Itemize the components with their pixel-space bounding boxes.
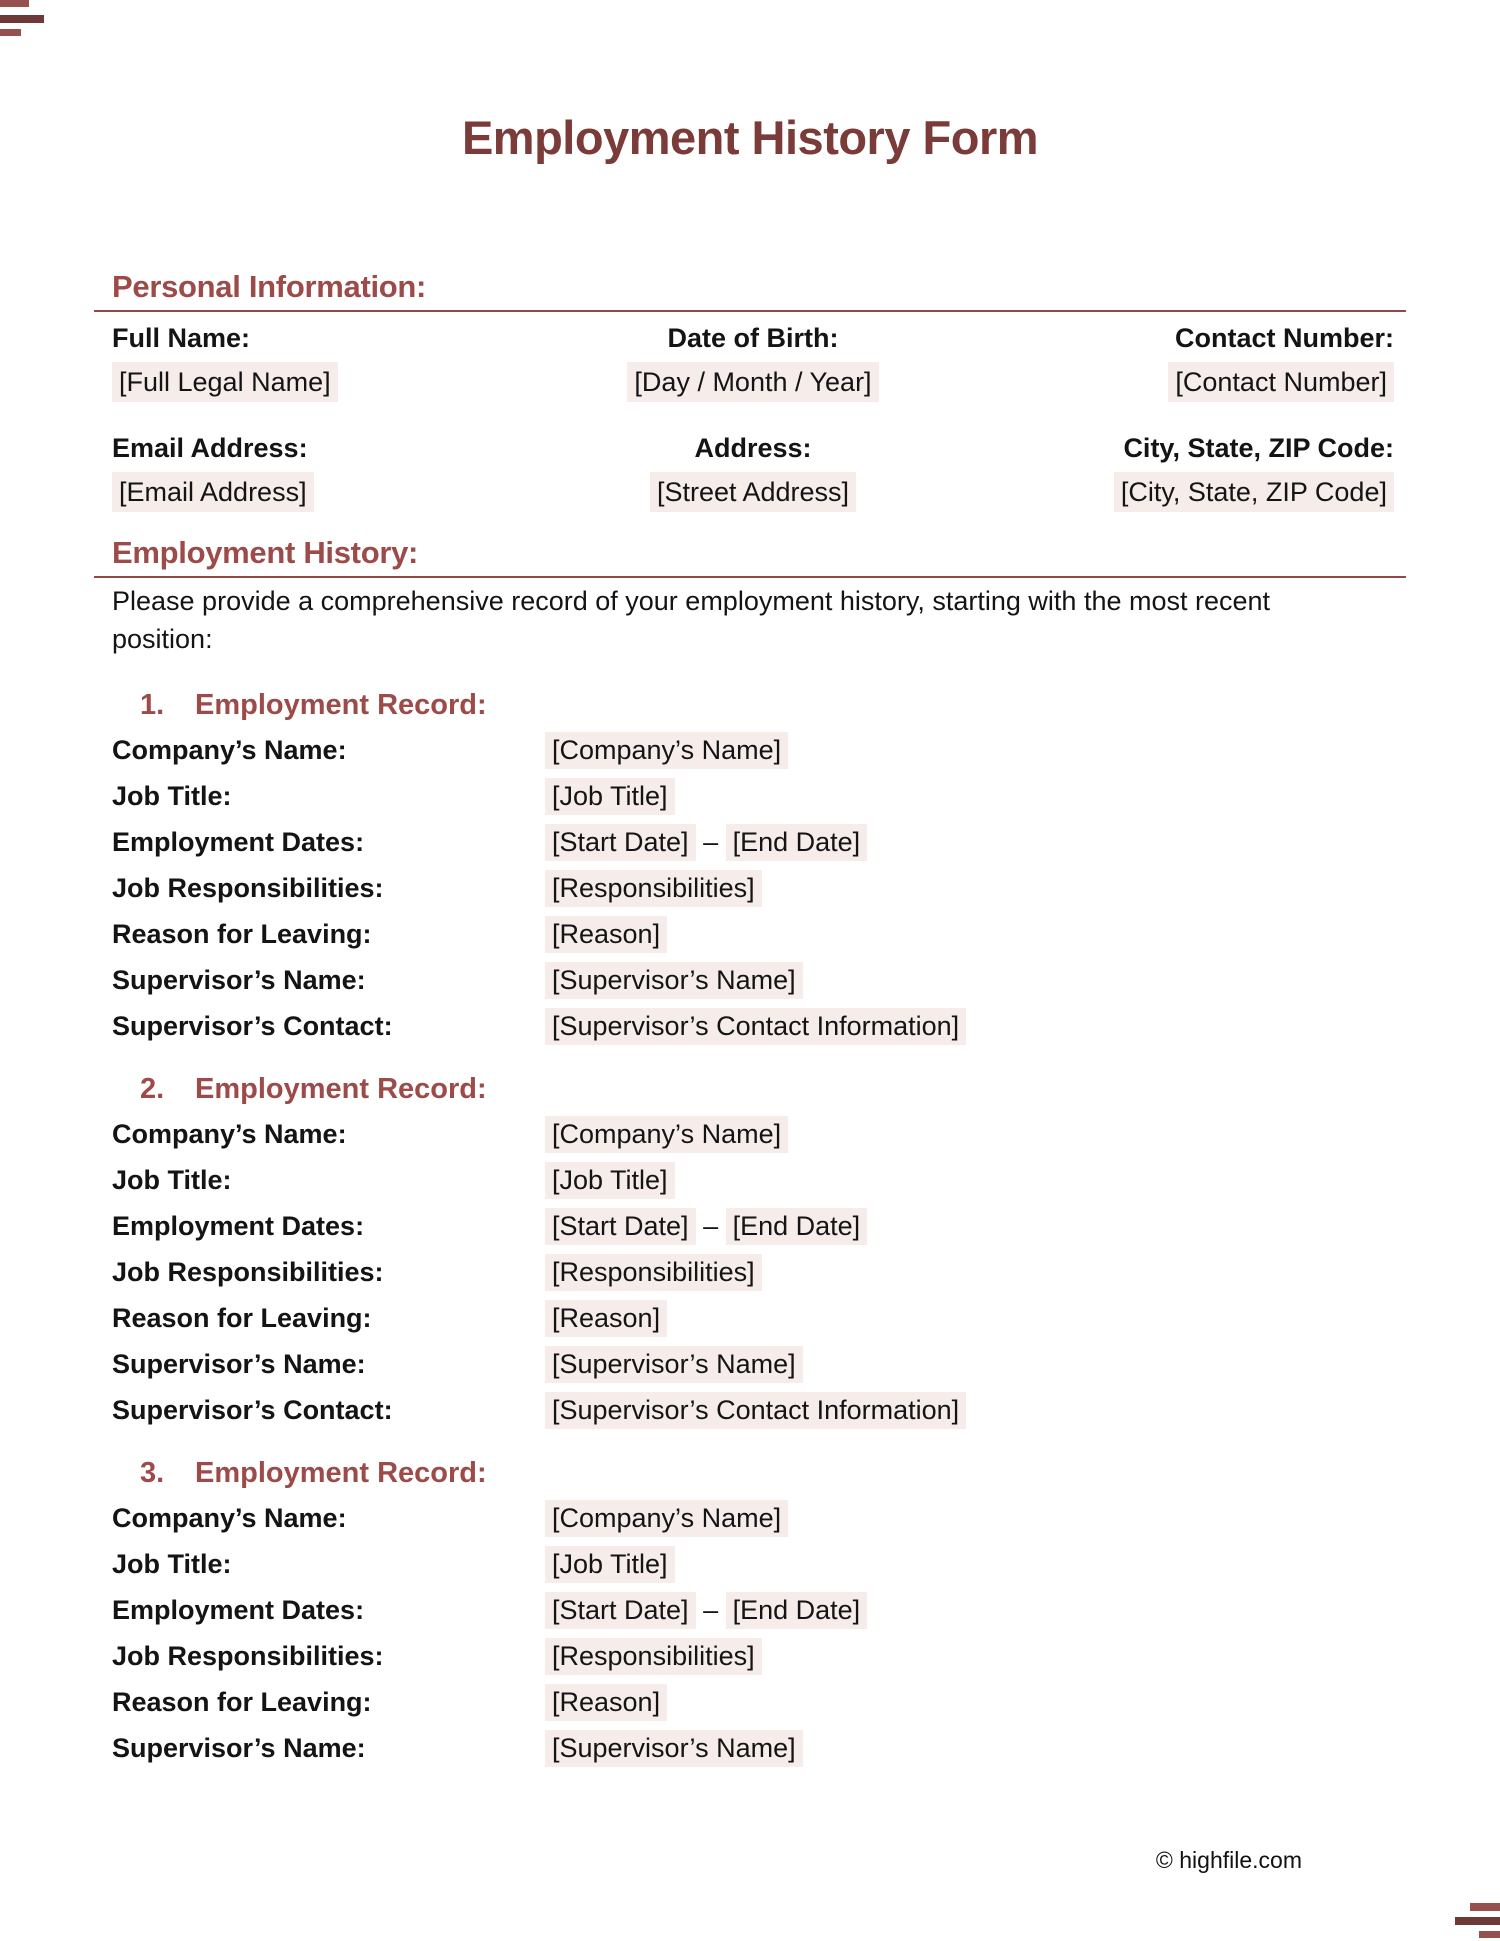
- record-field-label: Company’s Name:: [112, 1118, 347, 1149]
- record-field-label: Job Title:: [112, 1548, 232, 1579]
- record-field-row-reason-for-leaving: [112, 1295, 1394, 1341]
- record-field-label: Supervisor’s Contact:: [112, 1394, 393, 1425]
- employment-record-1: [112, 683, 1394, 1049]
- field-placeholder[interactable]: [Supervisor’s Contact Information]: [545, 1392, 966, 1429]
- field-placeholder[interactable]: [Responsibilities]: [545, 1254, 762, 1291]
- record-field-label: Job Title:: [112, 780, 232, 811]
- employment-record-3: [112, 1451, 1394, 1771]
- record-field-label: Reason for Leaving:: [112, 1686, 372, 1717]
- record-field-value: [545, 962, 803, 999]
- record-field-value: [545, 1116, 788, 1153]
- field-placeholder[interactable]: [Supervisor’s Name]: [545, 1346, 803, 1383]
- field-placeholder[interactable]: [Reason]: [545, 1300, 667, 1337]
- field-placeholder[interactable]: [Supervisor’s Contact Information]: [545, 1008, 966, 1045]
- personal-field-full-name: [112, 318, 533, 402]
- highfile-brand-bars-icon: [0, 0, 60, 40]
- record-field-row-company-s-name: [112, 727, 1394, 773]
- field-label: City, State, ZIP Code:: [1123, 433, 1394, 463]
- record-field-label: Supervisor’s Name:: [112, 1732, 366, 1763]
- record-field-value: [545, 1300, 667, 1337]
- field-placeholder[interactable]: [End Date]: [726, 1592, 868, 1629]
- field-separator: –: [695, 1594, 726, 1625]
- field-value: [112, 362, 533, 402]
- personal-field-contact-number: [973, 318, 1394, 402]
- employment-record-heading: [112, 683, 1394, 727]
- record-field-label: Job Title:: [112, 1164, 232, 1195]
- field-placeholder[interactable]: [Start Date]: [545, 1208, 696, 1245]
- field-label: Date of Birth:: [667, 323, 839, 353]
- employment-record-heading: [112, 1067, 1394, 1111]
- page-title: Employment History Form: [461, 111, 1039, 164]
- record-field-label: Supervisor’s Contact:: [112, 1010, 393, 1041]
- record-field-label: Job Responsibilities:: [112, 1256, 384, 1287]
- record-field-row-supervisor-s-name: [112, 1341, 1394, 1387]
- record-heading-label: Employment Record:: [195, 1073, 487, 1105]
- employment-record-heading: [112, 1451, 1394, 1495]
- field-separator: –: [695, 826, 726, 857]
- brand-bar: [0, 0, 29, 7]
- field-placeholder[interactable]: [Company’s Name]: [545, 732, 788, 769]
- record-field-row-supervisor-s-name: [112, 1725, 1394, 1771]
- personal-field-date-of-birth: [543, 318, 964, 402]
- field-placeholder[interactable]: [Full Legal Name]: [112, 362, 338, 402]
- field-placeholder[interactable]: [Responsibilities]: [545, 1638, 762, 1675]
- employment-records-list: [112, 683, 1394, 1771]
- record-field-value: [545, 778, 675, 815]
- record-field-label: Job Responsibilities:: [112, 872, 384, 903]
- brand-bar: [0, 29, 21, 36]
- record-field-row-employment-dates: [112, 819, 1394, 865]
- record-field-value: [545, 1162, 675, 1199]
- record-field-label: Reason for Leaving:: [112, 1302, 372, 1333]
- record-field-value: [545, 1392, 966, 1429]
- record-field-value: [545, 1346, 803, 1383]
- field-placeholder[interactable]: [Reason]: [545, 1684, 667, 1721]
- field-label: Email Address:: [112, 433, 308, 463]
- field-placeholder[interactable]: [Email Address]: [112, 472, 314, 512]
- field-placeholder[interactable]: [Reason]: [545, 916, 667, 953]
- record-field-value: [545, 824, 867, 861]
- record-field-value: [545, 1730, 803, 1767]
- record-field-row-job-responsibilities: [112, 1633, 1394, 1679]
- field-placeholder[interactable]: [Supervisor’s Name]: [545, 962, 803, 999]
- record-field-label: Employment Dates:: [112, 1210, 365, 1241]
- personal-information-grid: [112, 318, 1394, 512]
- record-field-value: [545, 870, 762, 907]
- field-value: [112, 472, 533, 512]
- record-field-label: Supervisor’s Name:: [112, 1348, 366, 1379]
- record-field-row-reason-for-leaving: [112, 911, 1394, 957]
- record-field-value: [545, 1638, 762, 1675]
- record-field-value: [545, 1546, 675, 1583]
- record-field-row-reason-for-leaving: [112, 1679, 1394, 1725]
- record-field-row-job-title: [112, 1157, 1394, 1203]
- field-placeholder[interactable]: [Job Title]: [545, 778, 675, 815]
- field-placeholder[interactable]: [Company’s Name]: [545, 1500, 788, 1537]
- personal-field-city-state-zip-code: [973, 428, 1394, 512]
- record-field-label: Reason for Leaving:: [112, 918, 372, 949]
- record-heading-label: Employment Record:: [195, 689, 487, 721]
- footer-credit: © highfile.com: [1155, 1847, 1302, 1873]
- record-field-label: Employment Dates:: [112, 1594, 365, 1625]
- record-field-value: [545, 1254, 762, 1291]
- record-field-row-employment-dates: [112, 1587, 1394, 1633]
- record-field-row-supervisor-s-name: [112, 957, 1394, 1003]
- record-field-value: [545, 732, 788, 769]
- field-placeholder[interactable]: [End Date]: [726, 824, 868, 861]
- record-field-value: [545, 1008, 966, 1045]
- field-placeholder[interactable]: [End Date]: [726, 1208, 868, 1245]
- field-placeholder[interactable]: [Job Title]: [545, 1162, 675, 1199]
- brand-bar: [0, 15, 44, 23]
- field-value: [543, 472, 964, 512]
- record-field-value: [545, 1684, 667, 1721]
- employment-history-heading: Employment History:: [94, 533, 1406, 578]
- personal-field-address: [543, 428, 964, 512]
- record-field-label: Employment Dates:: [112, 826, 365, 857]
- record-field-row-company-s-name: [112, 1111, 1394, 1157]
- record-field-value: [545, 1500, 788, 1537]
- field-placeholder[interactable]: [Supervisor’s Name]: [545, 1730, 803, 1767]
- record-number: 2.: [140, 1073, 165, 1105]
- record-field-row-job-title: [112, 773, 1394, 819]
- record-field-row-supervisor-s-contact: [112, 1387, 1394, 1433]
- record-field-label: Job Responsibilities:: [112, 1640, 384, 1671]
- highfile-brand-bars-icon: [1440, 1901, 1500, 1941]
- field-placeholder[interactable]: [Street Address]: [650, 472, 856, 512]
- personal-field-email-address: [112, 428, 533, 512]
- record-heading-label: Employment Record:: [195, 1457, 487, 1489]
- field-placeholder[interactable]: [Start Date]: [545, 824, 696, 861]
- field-separator: –: [695, 1210, 726, 1241]
- record-field-label: Company’s Name:: [112, 734, 347, 765]
- record-field-label: Company’s Name:: [112, 1502, 347, 1533]
- record-number: 1.: [140, 689, 165, 721]
- field-label: Contact Number:: [1174, 323, 1394, 353]
- field-label: Address:: [694, 433, 812, 463]
- employment-history-intro: Please provide a comprehensive record of your employment history, starting with the most recent position:: [112, 586, 1271, 654]
- record-number: 3.: [140, 1457, 165, 1489]
- record-field-row-job-title: [112, 1541, 1394, 1587]
- field-value: [543, 362, 964, 402]
- field-placeholder[interactable]: [Start Date]: [545, 1592, 696, 1629]
- personal-information-heading: Personal Information:: [94, 267, 1406, 312]
- field-value: [973, 472, 1394, 512]
- record-field-value: [545, 916, 667, 953]
- employment-record-2: [112, 1067, 1394, 1433]
- record-field-row-job-responsibilities: [112, 865, 1394, 911]
- record-field-label: Supervisor’s Name:: [112, 964, 366, 995]
- field-placeholder[interactable]: [Job Title]: [545, 1546, 675, 1583]
- record-field-row-employment-dates: [112, 1203, 1394, 1249]
- field-placeholder[interactable]: [Day / Month / Year]: [627, 362, 878, 402]
- field-placeholder[interactable]: [Contact Number]: [1168, 362, 1394, 402]
- record-field-value: [545, 1208, 867, 1245]
- record-field-row-job-responsibilities: [112, 1249, 1394, 1295]
- record-field-row-company-s-name: [112, 1495, 1394, 1541]
- field-placeholder[interactable]: [City, State, ZIP Code]: [1114, 472, 1394, 512]
- record-field-row-supervisor-s-contact: [112, 1003, 1394, 1049]
- field-placeholder[interactable]: [Responsibilities]: [545, 870, 762, 907]
- field-label: Full Name:: [112, 323, 251, 353]
- brand-bar: [1479, 1931, 1500, 1938]
- field-value: [973, 362, 1394, 402]
- brand-bar: [1470, 1903, 1500, 1911]
- record-field-value: [545, 1592, 867, 1629]
- field-placeholder[interactable]: [Company’s Name]: [545, 1116, 788, 1153]
- brand-bar: [1455, 1917, 1500, 1925]
